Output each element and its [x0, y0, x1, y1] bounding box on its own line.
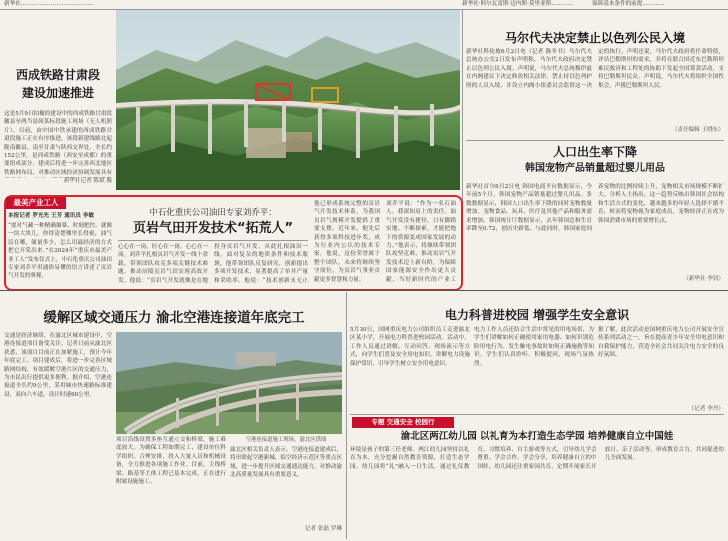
korea-body: 新华社首尔6月2日电 韩国电商平台数据显示，今年前5个月，韩国宠物产品销量超过婴儿用品。多数数据显示，韩国人口出生率下降的同时宠物数量增加，宠物食品、玩具、医疗及其他产品和服务需求增加。韩国统计厅数据显示，去年韩国总和生育率降至0.72，创历史新低。与此同时，韩国家庭饲养宠物的比例持续上升，宠物相关市场规模不断扩大。分析人士指出，这一趋势反映出韩国社会结构和生活方式的变化，越来越多的年轻人选择不婚不育，转而将宠物视为家庭成员，宠物经济正在成为韩国消费市场的重要增长点。: [466, 184, 724, 233]
featured-byline: 本报记者 罗光先 王芳 通讯员 李敏: [8, 213, 95, 219]
traffic-col2: 项目沿线设置多座互通立交和桥梁，施工难度较大。为确保工程如期完工，建设单位科学组织、合理安排，投入大量人员和机械设备，全力推进各项施工作业。目前，主线桥梁、路基等主体工程已基本完成，正在进行附属设施施工。: [116, 437, 226, 486]
power-headline: 电力科普进校园 增强学生安全意识: [444, 308, 630, 322]
rail-headline-line2: 建设加速推进: [21, 86, 94, 100]
kindergarten-tag: 专题 交通安全 校园行: [352, 417, 454, 428]
power-byline: （记者 李丹）: [688, 406, 724, 412]
korea-headline-line2: 韩国宠物产品销量超过婴儿用品: [525, 163, 665, 174]
korea-byline: （新华社 李钊）: [683, 276, 724, 282]
featured-tag: 最美产业工人: [6, 197, 66, 209]
korea-headline-line1: 人口出生率下降: [552, 145, 637, 159]
maldives-body: 新华社科伦坡6月2日电（记者 陈冬书）马尔代夫总统办公室2日发布声明称，马尔代夫政府决定禁止以色列公民入境。声明说，马尔代夫总统穆伊兹在内阁建议下决定修改相关法律，禁止持以色列护照的人员入境，并设立内阁小组委员会监督这一决定的执行。声明还说，马尔代夫政府将任命特使，评估巴勒斯坦的需求，并将在联合国近东巴勒斯坦难民救济和工程处的协助下发起全国筹款活动，支持巴勒斯坦民众。声明说，马尔代夫将组织全国性集会，声援巴勒斯坦人民。: [466, 49, 724, 89]
top-mid-fragment: 新华社·阿尔瓦雷斯·迈内斯·莫里亚斯…………: [462, 1, 574, 7]
featured-col3: 投身页岩气开发，从此扎根油田一线。面对复杂的地质条件和技术瓶颈，他带领团队反复研究，创新提出多项开发技术，显著提高了单井产量和采收率。他说：“技术创新永无止: [214, 244, 308, 284]
traffic-photo-caption: 空港连接道施工现场。渝北区供图: [245, 437, 327, 443]
railway-viaduct-photo: [116, 10, 460, 190]
rail-photo-credit: 新华社记者 陈斌 摄: [63, 178, 112, 184]
traffic-byline: 记者 张磊 罗琳: [304, 526, 342, 532]
maldives-byline: （责任编辑 王晓东）: [671, 127, 724, 133]
featured-col5: 刘乔平说：“作为一名石油人，我深知肩上的责任。油气开发没有捷径，只有脚踏实地、不断探索，才能把地下的资源变成国家发展的动力。”他表示，将继续带领团队攻坚克难，推动页岩气开发技术迈上新台阶，为保障国家能源安全作出更大贡献，当好新时代的产业工: [386, 201, 456, 283]
rail-headline-line1: 西成铁路甘肃段: [15, 68, 100, 82]
traffic-col3: 渝北区相关负责人表示，空港连接道建成后，将串联起空港新城、临空经济示范区等重点区域，进一步提升区域交通通达能力，对推动渝北高质量发展具有重要意义。: [230, 447, 342, 479]
power-col1: 5月30日，国网重庆电力公司组织员工走进渝北区某小学，开展电力科普进校园活动。活动中，工作人员通过讲解、互动问答、现场演示等方式，向学生们普及安全用电知识，讲解电力设施保护常识，引导学生树立安全用电意识。: [350, 327, 470, 367]
power-col2: 电力工作人员还结合生活中常见的用电场景，为学生们讲解如何正确使用家用电器、如何识别危险用电行为、发生触电事故时如何正确施救等知识。学生们认真聆听、积极提问，现场气氛热烈。: [474, 327, 594, 367]
korea-headline: [466, 144, 724, 180]
power-col3: 据了解，此次活动是国网重庆电力公司开展安全宣传系列活动之一，旨在提高青少年安全用电意识和自我保护能力，营造全社会共同关注电力安全的良好氛围。: [598, 327, 724, 359]
traffic-headline: 缓解区域交通压力 渝北空港连接道年底完工: [43, 310, 305, 326]
featured-kicker: 中石化重庆公司油田专家刘乔平：: [149, 208, 277, 218]
top-left-fragment: 新华社…………………………………: [4, 1, 94, 7]
rail-headline: [4, 66, 112, 108]
maldives-headline: 马尔代夫决定禁止以色列公民入境: [504, 31, 685, 45]
traffic-col1: 交通是经济脉络，在渝北区城市建设中，空港连接道项目备受关注。记者日前从渝北区获悉，该项目目前正在加紧施工，预计今年年底完工。项目建成后，将进一步完善区域路网结构，有效缓解空港片区的交通压力，为市民出行提供更多便利。据介绍，空港连接道全长约9公里，采用城市快速路标准建设，双向六车道，设计时速60公里。: [4, 333, 112, 398]
featured-col1: “要对气藏一种精确描摹，时刻把控。就像一块大块儿，你得清楚哪里长得密，油气层在哪，储量多少，怎么用最经济的方式把它开采出来。”在2024年“重庆市最美产业工人”发布仪式上，中石化重庆公司油田专家刘乔平用通俗易懂的语言讲述了页岩气开发的奥秘。: [8, 223, 112, 280]
rail-body: 这是5月9日拍摄的建设中的西成铁路甘肃段徽县至两当县间某标段施工现场（无人机照片）。目前，由中国中铁承建的西成铁路甘肃段施工正在有序推进，该段新建线路北起陇南徽县，南至甘肃与陕西交界处，全长约152公里，是西成铁路（西安至成都）的重要组成部分。建成后将进一步完善西北地区铁路网布局，对推动区域经济协调发展具有: [4, 111, 112, 176]
highway-construction-photo: [116, 332, 342, 434]
featured-col4: 他已形成系统完整的页岩气开发技术体系，为我国页岩气规模开发提供了重要支撑。近年来，他先后获得多项科技进步奖，成为行业内公认的技术专家。他说，这份荣誉属于整个团队，未来将继续坚守岗位，为页岩气事业贡献更多智慧和力量。: [314, 201, 380, 283]
featured-col2: 心心在一岗，匠心在一岗，心心在一岗。刘乔平扎根页岩气开发一线十余载，带领团队攻克多项关键技术难题，推动涪陵页岩气田实现高效开发。他说：“页岩气开发就像是在地: [118, 244, 208, 284]
kindergarten-body: 环境是孩子的第三任老师。两江幼儿园坚持以礼育为本，充分挖掘自然教育资源，打造生态学园。幼儿园将“礼”融入一日生活，通过礼仪教育、习惯培养、自主游戏等方式，引导幼儿学会尊重、学会合作、学会分享，培养健康自立的中国娃。幼儿园还注重家园共育，定期开展家长开放日、亲子活动等，形成教育合力，共同促进幼儿全面发展。: [350, 447, 724, 470]
top-right-fragment: 保障基本条件的前提…………: [592, 1, 665, 7]
kindergarten-headline: 渝北区两江幼儿园 以礼育为本打造生态学园 培养健康自立中国娃: [400, 431, 674, 442]
featured-headline: 页岩气田开发技术“拓荒人”: [132, 221, 294, 236]
